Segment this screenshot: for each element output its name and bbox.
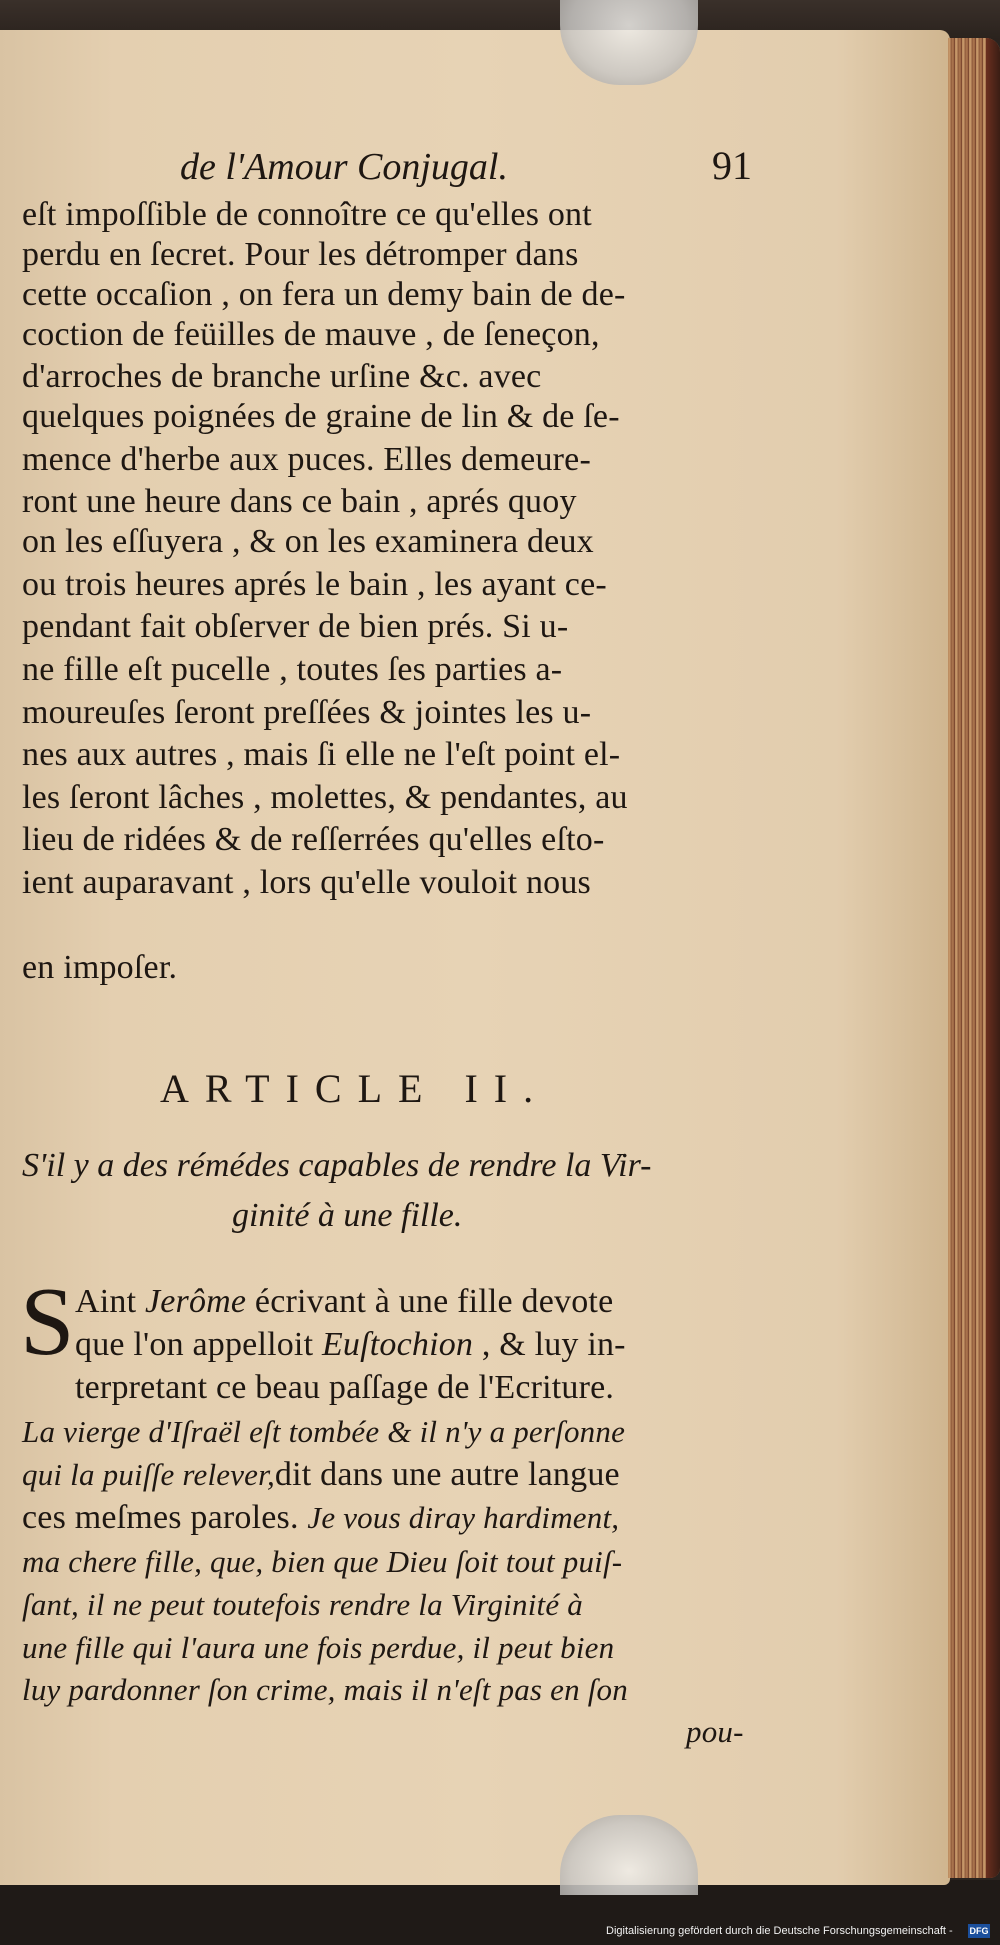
- book-page: [0, 30, 950, 1885]
- body-line: coction de feüilles de mauve , de ſeneçon,: [22, 316, 600, 353]
- body-line: ma chere fille, que, bien que Dieu ſoit tout puiſ-: [22, 1544, 623, 1579]
- body-line: nes aux autres , mais ſi elle ne l'eſt point el-: [22, 736, 621, 773]
- body-line: ient auparavant , lors qu'elle vouloit nous: [22, 864, 591, 901]
- catchword: pou-: [686, 1714, 744, 1749]
- body-line: lieu de ridées & de reſſerrées qu'elles eſto-: [22, 821, 605, 858]
- body-line: pendant fait obſerver de bien prés. Si u-: [22, 608, 569, 645]
- page-edges: [948, 38, 1000, 1878]
- body-line: d'arroches de branche urſine &c. avec: [22, 358, 542, 395]
- article-subtitle-line: S'il y a des rémédes capables de rendre la Vir-: [22, 1147, 652, 1184]
- digitization-credit: Digitalisierung gefördert durch die Deutsche Forschungsgemeinschaft -: [606, 1925, 953, 1937]
- body-line: une fille qui l'aura une fois perdue, il peut bien: [22, 1630, 615, 1665]
- body-line: eſt impoſſible de connoître ce qu'elles ont: [22, 196, 592, 233]
- page-number: 91: [712, 143, 752, 188]
- body-line: cette occaſion , on fera un demy bain de de-: [22, 276, 626, 313]
- article-heading: ARTICLE II.: [160, 1066, 550, 1111]
- body-line: mence d'herbe aux puces. Elles demeure-: [22, 441, 591, 478]
- body-line: qui la puiſſe relever,dit dans une autre langue: [22, 1456, 620, 1493]
- body-line: moureuſes ſeront preſſées & jointes les u-: [22, 694, 592, 731]
- body-line: luy pardonner ſon crime, mais il n'eſt pas en ſon: [22, 1672, 628, 1707]
- body-line: ront une heure dans ce bain , aprés quoy: [22, 483, 577, 520]
- body-line: ſant, il ne peut toutefois rendre la Virginité à: [22, 1587, 583, 1622]
- body-line: on les eſſuyera , & on les examinera deux: [22, 523, 594, 560]
- body-line: ou trois heures aprés le bain , les ayant ce-: [22, 566, 607, 603]
- body-line: La vierge d'Iſraël eſt tombée & il n'y a perſonne: [22, 1414, 626, 1449]
- running-title: de l'Amour Conjugal.: [180, 146, 508, 188]
- body-line: en impoſer.: [22, 949, 178, 986]
- body-line: les ſeront lâches , molettes, & pendantes, au: [22, 779, 628, 816]
- body-line: ne fille eſt pucelle , toutes ſes parties a-: [22, 651, 563, 688]
- body-line: perdu en ſecret. Pour les détromper dans: [22, 236, 579, 273]
- article-subtitle-line: ginité à une fille.: [232, 1197, 463, 1234]
- body-line: quelques poignées de graine de lin & de ſe-: [22, 398, 620, 435]
- body-line: Aint Jerôme écrivant à une fille devote: [75, 1283, 614, 1320]
- body-line: ces meſmes paroles. Je vous diray hardiment,: [22, 1499, 620, 1536]
- body-line: que l'on appelloit Euſtochion , & luy in-: [75, 1326, 626, 1363]
- dfg-logo: DFG: [969, 1926, 989, 1936]
- page-text: [0, 30, 950, 1885]
- body-line: terpretant ce beau paſſage de l'Ecriture.: [75, 1369, 615, 1406]
- drop-cap: S: [20, 1268, 75, 1376]
